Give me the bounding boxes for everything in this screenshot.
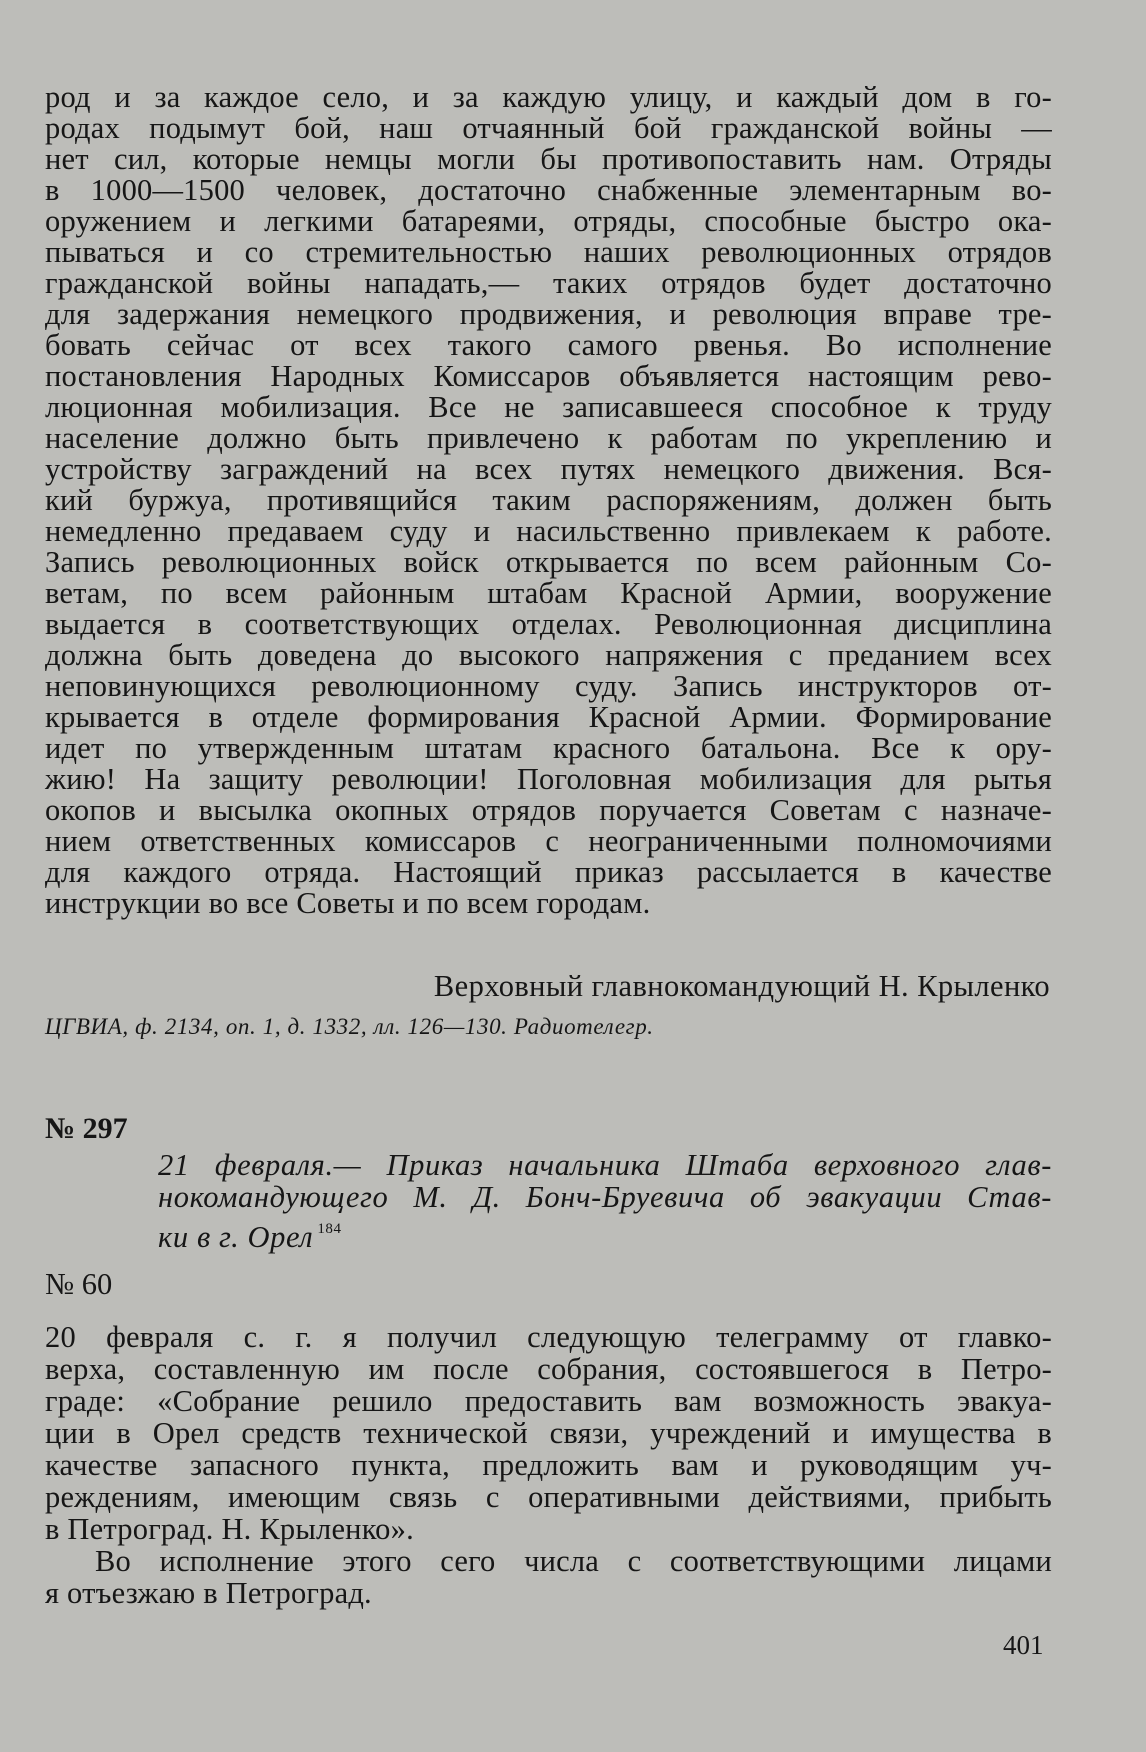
text-line: кий буржуа, противящийся таким распоряжениям, должен быть xyxy=(45,483,1052,517)
text-line: верха, составленную им после собрания, состоявшегося в Петро- xyxy=(45,1352,1052,1386)
footnote-reference: 184 xyxy=(317,1221,342,1237)
text-line: реждениям, имеющим связь с оперативными действиями, прибыть xyxy=(45,1480,1052,1514)
text-line: родах подымут бой, наш отчаянный бой гражданской войны — xyxy=(45,111,1052,145)
archive-reference: ЦГВИА, ф. 2134, оп. 1, д. 1332, лл. 126—130. Радиотелегр. xyxy=(45,1014,654,1039)
text-line: люционная мобилизация. Все не записавшееся способное к труду xyxy=(45,390,1052,424)
text-line: постановления Народных Комиссаров объявляется настоящим рево- xyxy=(45,359,1052,393)
signature: Верховный главнокомандующий Н. Крыленко xyxy=(433,969,1050,1003)
text-line: немедленно предаваем суду и насильственно привлекаем к работе. xyxy=(45,514,1052,548)
text-line: нием ответственных комиссаров с неограниченными полномочиями xyxy=(45,824,1052,858)
text-line: 20 февраля с. г. я получил следующую телеграмму от главко- xyxy=(45,1320,1052,1354)
text-line: нет сил, которые немцы могли бы противопоставить нам. Отряды xyxy=(45,142,1052,176)
text-line: бовать сейчас от всех такого самого рвенья. Во исполнение xyxy=(45,328,1052,362)
text-line: в Петроград. Н. Крыленко». xyxy=(45,1512,414,1546)
text-line: гражданской войны нападать,— таких отрядов будет достаточно xyxy=(45,266,1052,300)
text-line: должна быть доведена до высокого напряжения с преданием всех xyxy=(45,638,1052,672)
text-line: род и за каждое село, и за каждую улицу, и каждый дом в го- xyxy=(45,80,1052,114)
text-line: я отъезжаю в Петроград. xyxy=(45,1576,372,1610)
text-line: для каждого отряда. Настоящий приказ рассылается в качестве xyxy=(45,855,1052,889)
document-number: № 297 xyxy=(45,1112,128,1145)
text-line: идет по утвержденным штатам красного батальона. Все к ору- xyxy=(45,731,1052,765)
heading-line: 21 февраля.— Приказ начальника Штаба верховного глав- xyxy=(158,1148,1052,1182)
incoming-number: № 60 xyxy=(45,1267,113,1301)
page-number: 401 xyxy=(1003,1630,1044,1660)
text-line: устройству заграждений на всех путях немецкого движения. Вся- xyxy=(45,452,1052,486)
text-line: для задержания немецкого продвижения, и революция вправе тре- xyxy=(45,297,1052,331)
text-line: пываться и со стремительностью наших революционных отрядов xyxy=(45,235,1052,269)
text-line: крывается в отделе формирования Красной Армии. Формирование xyxy=(45,700,1052,734)
heading-line xyxy=(158,1214,1052,1252)
text-line: окопов и высылка окопных отрядов поручается Советам с назначе- xyxy=(45,793,1052,827)
text-line: население должно быть привлечено к работам по укреплению и xyxy=(45,421,1052,455)
text-line: ветам, по всем районным штабам Красной Армии, вооружение xyxy=(45,576,1052,610)
text-line: ции в Орел средств технической связи, учреждений и имущества в xyxy=(45,1416,1052,1450)
text-line: жию! На защиту революции! Поголовная мобилизация для рытья xyxy=(45,762,1052,796)
heading-line: нокомандующего М. Д. Бонч-Бруевича об эвакуации Став- xyxy=(158,1180,1052,1214)
text-line: оружением и легкими батареями, отряды, способные быстро ока- xyxy=(45,204,1052,238)
text-line: инструкции во все Советы и по всем городам. xyxy=(45,886,651,920)
text-line: качестве запасного пункта, предложить вам и руководящим уч- xyxy=(45,1448,1052,1482)
text-line: в 1000—1500 человек, достаточно снабженные элементарным во- xyxy=(45,173,1052,207)
text-line: Запись революционных войск открывается по всем районным Со- xyxy=(45,545,1052,579)
text-line: выдается в соответствующих отделах. Революционная дисциплина xyxy=(45,607,1052,641)
text-line: неповинующихся революционному суду. Запись инструкторов от- xyxy=(45,669,1052,703)
text-line: Во исполнение этого сего числа с соответствующими лицами xyxy=(95,1544,1052,1578)
text-line: граде: «Собрание решило предоставить вам возможность эвакуа- xyxy=(45,1384,1052,1418)
heading-text: ки в г. Орел xyxy=(158,1220,314,1254)
